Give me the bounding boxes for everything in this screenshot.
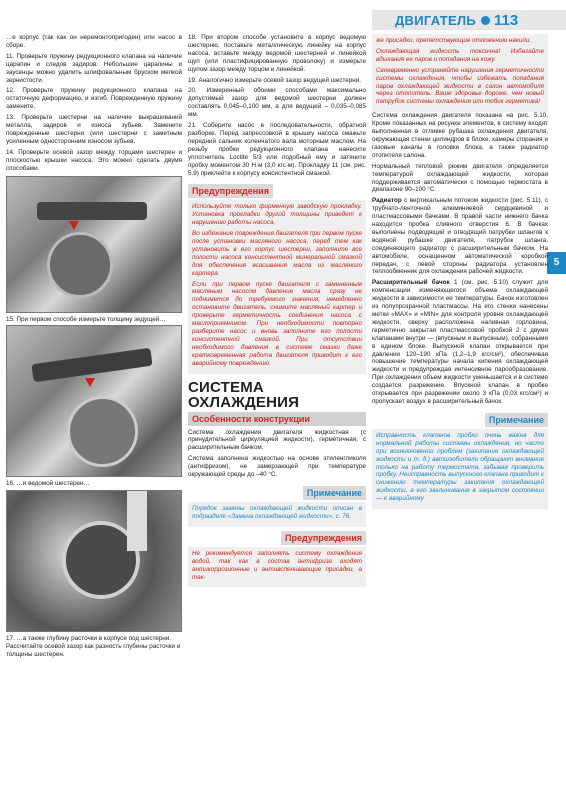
- header-bullet-icon: [481, 16, 490, 25]
- warnings-heading: Предупреждения: [188, 184, 273, 198]
- warnings-box: [188, 200, 366, 373]
- paragraph: 14. Проверьте осевой зазор между торцами шестерен и плоскостью крышки насоса. Это можно сделать двумя способами.: [6, 148, 182, 172]
- paragraph: [372, 279, 548, 406]
- photo-caption: 16. …и ведомой шестерен…: [6, 480, 90, 488]
- photo-caption: 15. При первом способе измерьте толщину зедущей…: [6, 315, 166, 323]
- warning-text: Во избежание повреждения двигателя при первом пуске после установки масляного насоса, перед тем как установить в его корпус шестерни, заполните все полости насоса консистентной минеральной смазкой для обеспечения всасывания масла из масляного картера.: [192, 230, 362, 277]
- note-text: Исправность клапанов пробки очень важна для нормальной работы системы охлаждения, но часто при возникновении проблем (закипание охлаждающей жидкости и т. д.) автолюбители обращают внимание только на работу термостата, забывая проверить пробку. Неисправность выпускного клапана приводит к снижению температуры закипания охлаждающей жидкости, а его заклинивание в закрытом состоянии — к аварийному: [376, 431, 544, 503]
- paragraph: 11. Проверьте пружину редукционного клапана на наличие царапин и следов задиров. Небольшие царапины и заусенцы можно удалить шлифовальным бруском мелкой зернистости.: [6, 52, 182, 84]
- note-heading: Примечание: [485, 413, 548, 427]
- section-title-line: ОХЛАЖДЕНИЯ: [188, 393, 300, 411]
- paragraph: 21. Соберите насос в последовательности, обратной разборке. Перед запрессовкой в крышку насоса смажьте передний сальник коленчатого вала моторным маслом. На резьбу пробки редукционного клапана нанесите уплотнитель Loctite 5/3 или подобный ему и затяните пробку моментом 30 Н·м (3,0 кгс·м). Прокладку 11 (см. рис. 5.9) приклейте к корпусу консистентной смазкой.: [188, 122, 366, 177]
- page-number: 113: [494, 12, 519, 29]
- paragraph: Система охлаждения двигателя показана на рис. 5.10. Кроме показанных на рисунке элементов, в систему входят выполненная в отливке рубашка охлаждения двигателя, окружающая стенки цилиндров в блоке, камеры сгорания и газовые каналы в головке блока, а также радиатор отопителя салона.: [372, 112, 548, 159]
- note-box: [372, 429, 548, 509]
- subsection-heading: Особенности конструкции: [188, 412, 366, 426]
- column-right: [372, 34, 548, 509]
- paragraph: Система охлаждения двигателя жидкостная (с принудительной циркуляцией жидкости), герметичная, с расширительным бачком.: [188, 428, 366, 452]
- arrow-icon: [69, 221, 79, 230]
- paragraph: Система заполнена жидкостью на основе этиленгликоля (антифризом), не замерзающей при температуре окружающей среды до –40 °С.: [188, 455, 366, 479]
- warnings-box-continued: [372, 34, 548, 112]
- warning-text: Своевременно устраняйте нарушения герметичности системы охлаждения, чтобы избежать попадания паров охлаждающей жидкости в салон автомобиля через отопитель. Ваше здоровье дороже, чем новый патрубок системы охлаждения или тобик герметика!: [376, 66, 544, 106]
- photo-pump-housing: [6, 490, 182, 632]
- warning-text: Охлаждающая жидкость токсична! Избегайте вдыхания ее паров и попадания на кожу.: [376, 47, 544, 63]
- photo-caption: 17. …а также глубину расточки в корпусе под шестерни. Рассчитайте осевой зазор как разность глубины расточки и толщины шестерен.: [6, 635, 181, 659]
- paragraph: 18. При втором способе установите в корпус ведомую шестерню, поставьте металлическую линейку на корпус насоса, вставьте между ведомой шестерней и линейкой щуп (или пластифицированную проволоку) и измерьте щупом зазор между торцом и линейкой.: [188, 34, 366, 73]
- chapter-tab: 5: [547, 252, 566, 274]
- warning-text: Не рекомендуется заполнять систему охлаждения водой, так как в состав антифриза входят антикоррозионные и антивспенивающие присадки, а так-: [192, 549, 362, 581]
- photo-micrometer-driven-gear: [6, 325, 182, 477]
- section-title: [188, 380, 366, 410]
- column-middle: [188, 34, 366, 587]
- paragraph: 19. Аналогично измерьте осевой зазор ведущей шестерни.: [188, 76, 362, 84]
- note-heading: Примечание: [303, 486, 366, 500]
- warning-text: Используйте только фирменную заводскую прокладку. Установка прокладки другой толщины приведет к нарушению работы насоса.: [192, 203, 362, 227]
- photo-micrometer-drive-gear: [6, 176, 182, 313]
- warning-text: Если при первом пуске двигателя с замененным масляным насосом давление масла сразу не поднимется до требуемого значения, немедленно остановите двигатель, снимите масляный картер и проверьте герметичность соединения насоса с маслоприемником. При необходимости повторно разберите насос и вновь заполните его полости консистентной смазкой. При отсутствии необходимого давления в системе смазки даже кратковременная работа двигателя приводит к его аварийному повреждению.: [192, 280, 362, 367]
- term: Расширительный бачок: [372, 279, 450, 287]
- page-section-title: ДВИГАТЕЛЬ: [395, 13, 477, 28]
- paragraph: Нормальный тепловой режим двигателя определяется температурой охлаждающей жидкости, которая поддерживается автоматически с помощью термостата в диапазоне 90–100 °С.: [372, 162, 548, 194]
- term: Радиатор: [372, 197, 402, 205]
- note-text: Порядок замены охлаждающей жидкости описан в подразделе «Замена охлаждающей жидкости», с. 76.: [192, 504, 362, 520]
- note-box: [188, 502, 366, 527]
- section-title-line: СИСТЕМА: [188, 378, 264, 396]
- warning-text: же присадки, препятствующие отложению накипи.: [376, 37, 532, 44]
- arrow-icon: [85, 378, 95, 387]
- paragraph-body: 1 (см. рис. 5.10) служит для компенсации изменяющегося объема охлаждающей жидкости в зависимости ее температуры. Бачок изготовлен из полупрозрачной пластмассы. На его стенки нанесены метки «MAX» и «MIN» для контроля уровня охлаждающей жидкости, сверху расположена наливная горловина, герметично закрытая пластмассовой пробкой 2 с двумя клапанами внутри — (впускным и выпускным), собранными в едином блоке. Выпускной клапан открывается при давлении 120–190 кПа (1,2–1,9 кгс/см²), обеспечивая повышение температуры начала кипения охлаждающей жидкости и предупреждая интенсивное парообразование. При охлаждении объем жидкости уменьшается и в системе создается разрежение. Впускной клапан в пробке открывается при разрежении около 3 кПа (0,03 кгс/см²) и пропускает воздух в расширительный бачок.: [372, 279, 548, 405]
- paragraph: 12. Проверьте пружину редукционного клапана на остаточную деформацию, и изгиб. Поврежденную пружину замените.: [6, 87, 182, 111]
- warnings-box: [188, 547, 366, 588]
- paragraph-body: с вертикальным потоком жидкости (рис. 5.11), с трубчато-ленточной алюминиевой сердцевиной и пластмассовыми бачками. В правой части нижнего бачка находится пробка сливного отверстия 6. В бачках выполнены подводящий и отводящий патрубки шлангов к водяной рубашке двигателя, патрубок шланга, соединяющего радиатор с расширительным бачком. На автомобиле, оснащенном автоматической коробкой передач, с левой стороны радиатора установлен теплообменник для охлаждения рабочей жидкости.: [372, 197, 548, 276]
- paragraph: …е корпус (так как он неремонтопригоден) или насос в сборе.: [6, 34, 182, 49]
- column-left: [6, 34, 182, 659]
- paragraph: 13. Проверьте шестерни на наличие выкрашиваний металла, задиров и износа зубьев. Замените поврежденные шестерни (или шестерни с заметным усиленным односторонним износом зубьев.: [6, 114, 182, 145]
- warnings-heading: Предупреждения: [281, 531, 366, 545]
- paragraph: 20. Измеренный обоими способами максимально допустимый зазор для ведомой шестерни должен составлять 0,045–0,100 мм, а для ведущей – 0,035–0,085 мм.: [188, 87, 366, 119]
- paragraph: [372, 197, 548, 276]
